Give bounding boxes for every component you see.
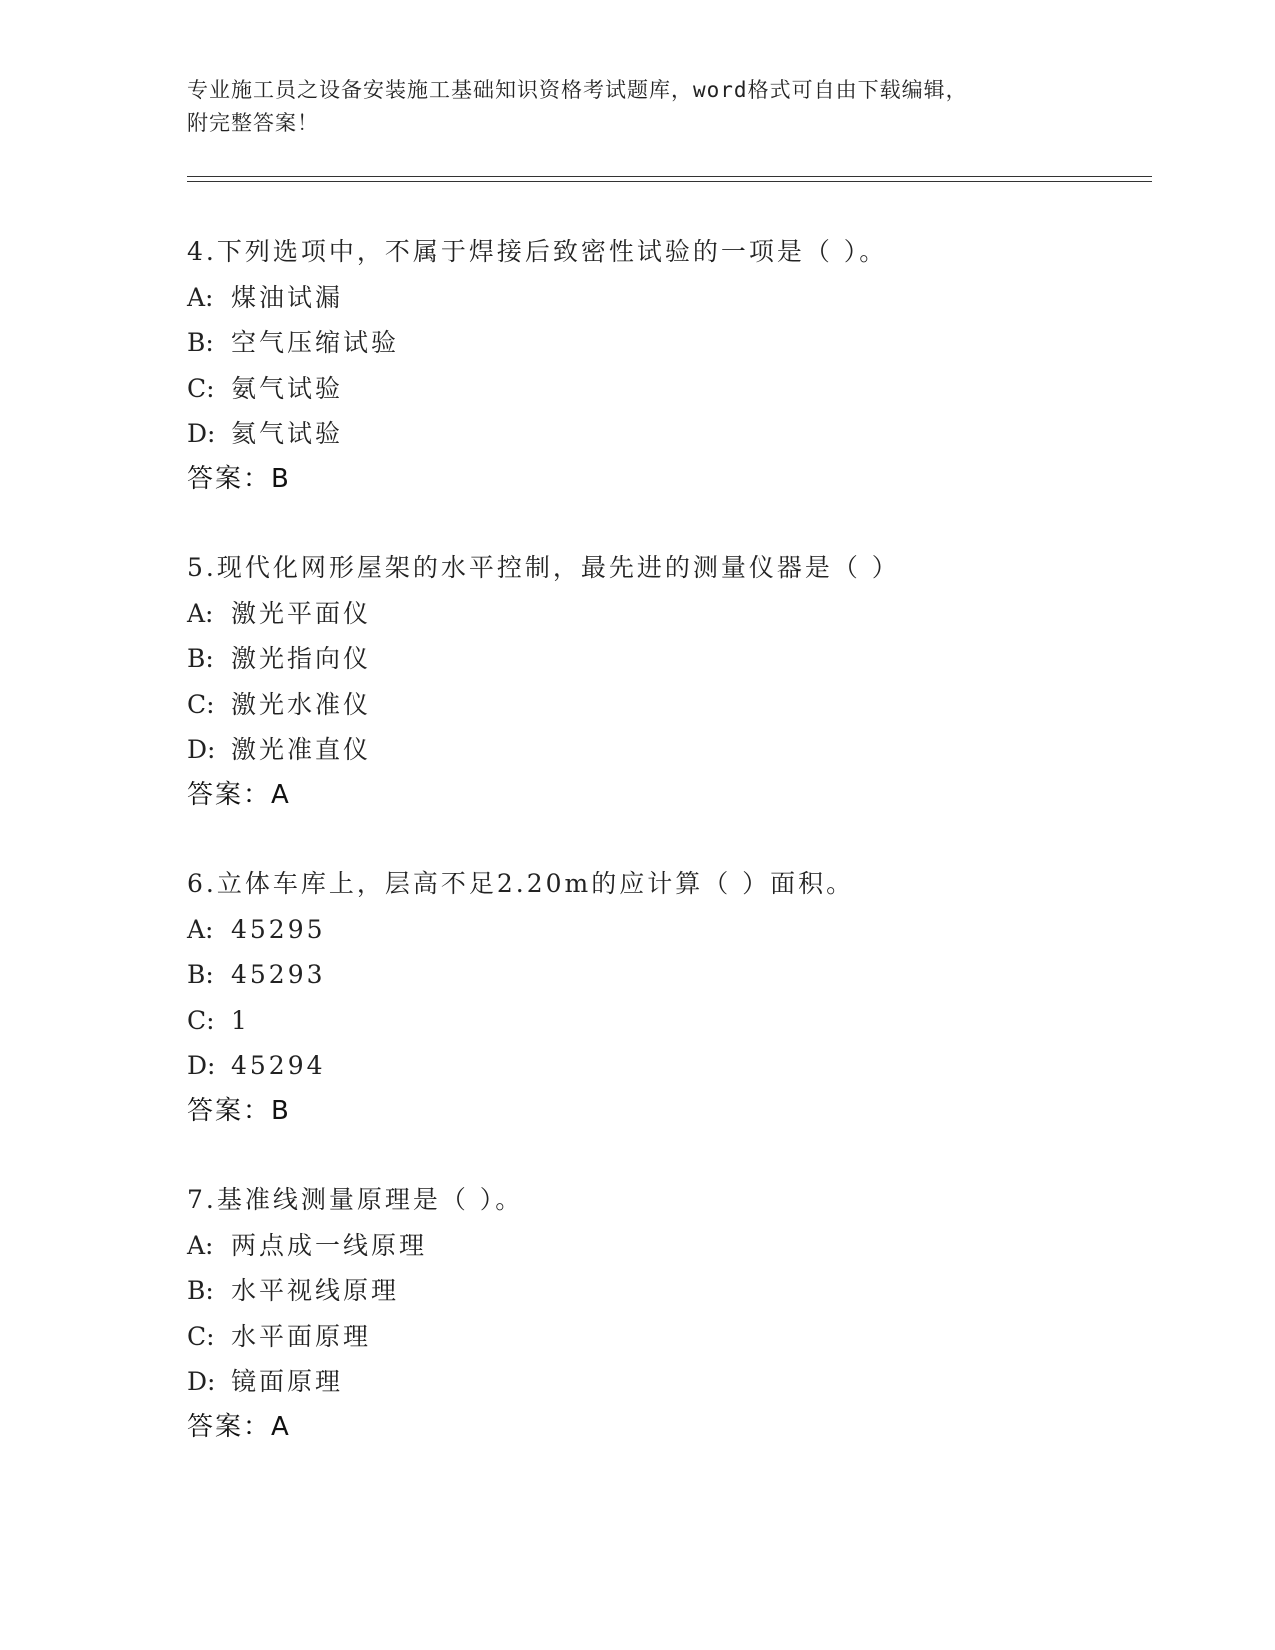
header-divider-top — [187, 176, 1152, 177]
question-stem: 4.下列选项中，不属于焊接后致密性试验的一项是（ ）。 — [187, 237, 888, 266]
option-a — [187, 591, 1147, 637]
question-stem: 5.现代化网形屋架的水平控制，最先进的测量仪器是（ ） — [187, 553, 900, 582]
answer-key: 答案：B — [187, 1095, 291, 1126]
option-letter: A: — [187, 282, 214, 312]
option-c — [187, 998, 1147, 1044]
option-text: 氨气试验 — [231, 373, 344, 403]
option-text: 激光指向仪 — [231, 644, 372, 673]
option-d — [187, 1359, 1147, 1405]
option-letter: B: — [187, 1276, 214, 1305]
option-text: 45293 — [231, 960, 326, 989]
option-letter: D: — [187, 1051, 216, 1080]
option-text: 煤油试漏 — [231, 282, 344, 312]
option-text: 激光水准仪 — [231, 689, 372, 719]
option-b — [187, 1268, 1147, 1314]
option-d — [187, 1043, 1147, 1089]
document-header — [187, 74, 1077, 140]
question-7 — [187, 1177, 1147, 1450]
option-b — [187, 320, 1147, 366]
option-letter: A: — [187, 1230, 214, 1260]
option-text: 45295 — [231, 914, 326, 944]
option-text: 激光准直仪 — [231, 735, 372, 764]
option-c — [187, 1314, 1147, 1360]
option-text: 镜面原理 — [231, 1367, 344, 1396]
option-letter: C: — [187, 689, 215, 719]
option-a — [187, 275, 1147, 321]
option-a — [187, 907, 1147, 953]
question-6 — [187, 861, 1147, 1134]
option-letter: D: — [187, 419, 216, 448]
option-d — [187, 727, 1147, 773]
option-letter: B: — [187, 328, 214, 357]
option-b — [187, 952, 1147, 998]
header-divider-bottom — [187, 181, 1152, 182]
option-letter: C: — [187, 373, 215, 403]
answer-key: 答案：A — [187, 779, 291, 810]
option-letter: A: — [187, 914, 214, 944]
option-c — [187, 366, 1147, 412]
option-letter: B: — [187, 644, 214, 673]
option-letter: D: — [187, 1367, 216, 1396]
option-letter: C: — [187, 1321, 215, 1351]
option-a — [187, 1223, 1147, 1269]
question-5 — [187, 545, 1147, 818]
question-stem: 6.立体车库上，层高不足2.20m的应计算（ ）面积。 — [187, 869, 855, 898]
answer-key: 答案：B — [187, 463, 291, 494]
header-line-1: 专业施工员之设备安装施工基础知识资格考试题库，word格式可自由下载编辑， — [187, 78, 968, 102]
option-text: 激光平面仪 — [231, 598, 372, 628]
option-text: 1 — [231, 1005, 250, 1035]
option-text: 45294 — [231, 1051, 326, 1080]
answer-key: 答案：A — [187, 1411, 291, 1442]
question-stem: 7.基准线测量原理是（ ）。 — [187, 1185, 524, 1214]
question-4 — [187, 229, 1147, 502]
option-text: 空气压缩试验 — [231, 328, 400, 357]
option-text: 水平面原理 — [231, 1321, 372, 1351]
option-text: 氦气试验 — [231, 419, 344, 448]
option-c — [187, 682, 1147, 728]
option-b — [187, 636, 1147, 682]
option-letter: C: — [187, 1005, 215, 1035]
option-text: 水平视线原理 — [231, 1276, 400, 1305]
option-letter: A: — [187, 598, 214, 628]
header-line-2: 附完整答案！ — [187, 111, 319, 135]
option-text: 两点成一线原理 — [231, 1230, 428, 1260]
option-d — [187, 411, 1147, 457]
option-letter: B: — [187, 960, 214, 989]
option-letter: D: — [187, 735, 216, 764]
